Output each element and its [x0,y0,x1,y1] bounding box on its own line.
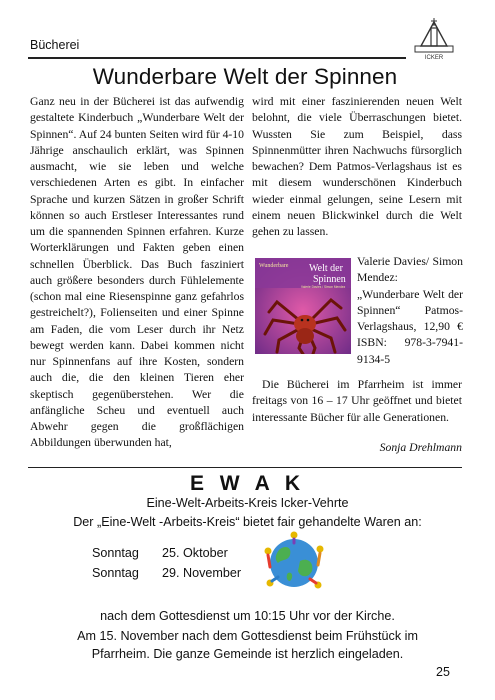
ewak-info-line: Am 15. November nach dem Gottesdienst beim Frühstück im [77,629,418,643]
date-value: 25. Oktober [162,546,228,560]
article-right-column [252,94,462,240]
right-column-text: wird mit einer faszinierenden neuen Welt belohnt, die viele Überraschungen bietet. Wussten Sie zum Beispiel, dass Spinnenmütter ihren Nachwuchs fürsorglich bewachen? Dem Patmos-Verlagshaus ist es mit diesem wunderschönen Kinderbuch wieder einmal gelungen, seine Lesern mit einem neuen Blickwinkel durch die Welt gehen zu lassen. [252,95,462,238]
cover-title-line2: Spinnen [313,274,346,285]
book-cover-art [255,258,351,354]
globe-children-icon [258,531,330,595]
book-caption: Valerie Davies/ Simon Mendez: „Wunderbare Welt der Spinnen“ Patmos-Verlagshaus, 12,90 € ISBN: 978-3-7941-9134-5 [357,255,463,366]
ewak-info-line: Pfarrheim. Die ganze Gemeinde ist herzlich eingeladen. [91,647,404,661]
church-logo [409,18,459,62]
header-rule [28,57,406,59]
book-cover-image [255,258,351,354]
date-day: Sonntag [92,566,139,580]
cover-authors: Valerie Davies / Simon Mendez [301,285,346,289]
cover-top-text: Wunderbare [259,263,289,269]
date-row [92,566,241,580]
ewak-intro: Der „Eine-Welt -Arbeits-Kreis“ bietet fair gehandelte Waren an: [73,515,422,529]
cover-title-line1: Welt der [309,263,343,274]
article-author: Sonja Drehlmann [379,441,462,454]
date-day: Sonntag [92,546,139,560]
left-column-text: Ganz neu in der Bücherei ist das aufwendig gestaltete Kinderbuch „Wunderbare Welt der Spinnen“. Auf 24 bunten Seiten wird für 4-10 Jährige anschaulich erklärt, was Spinnen ausmacht, wie sie leben und welche verschiedenen Arten es gibt. In einfacher Sprache und kurzen Sätzen in großer Schrift können so auch Erstleser Interessantes rund um die spannenden Spinnen erfahren. Kurze Worterklärungen und Fakten geben einen schnellen Überblick. Das Buch fasziniert auch größere besonders durch Fühlelemente (schon mal eine Riesenspinne ganz gefahrlos gestreichelt?), Folienseiten und einer Spinne am Faden, die vom Leser durch ihr Netz bewegt werden kann. Dabei kommen nicht nur Spinnenfans auf ihre Kosten, sondern auch die, die den kleinen Tieren eher skeptisch gegenüberstehen. Wer die anfängliche Scheu und eventuell auch Abwehr gegen die großflächigen Abbildungen überwunden hat, [30,95,244,450]
article-left-column [30,94,244,452]
section-label: Bücherei [30,38,80,52]
date-row [92,546,228,560]
logo-text: ICKER [424,55,444,61]
ewak-info-line: nach dem Gottesdienst um 10:15 Uhr vor der Kirche. [100,609,395,623]
ewak-subtitle: Eine-Welt-Arbeits-Kreis Icker-Vehrte [146,496,349,510]
section-divider [28,467,462,468]
date-value: 29. November [162,566,242,580]
page-number: 25 [436,665,450,679]
article-title: Wunderbare Welt der Spinnen [92,64,398,89]
ewak-title: E W A K [189,472,306,495]
library-hours-text: Die Bücherei im Pfarrheim ist immer freitags von 16 – 17 Uhr geöffnet und bietet interessante Bücher für alle Generationen. [252,378,462,424]
